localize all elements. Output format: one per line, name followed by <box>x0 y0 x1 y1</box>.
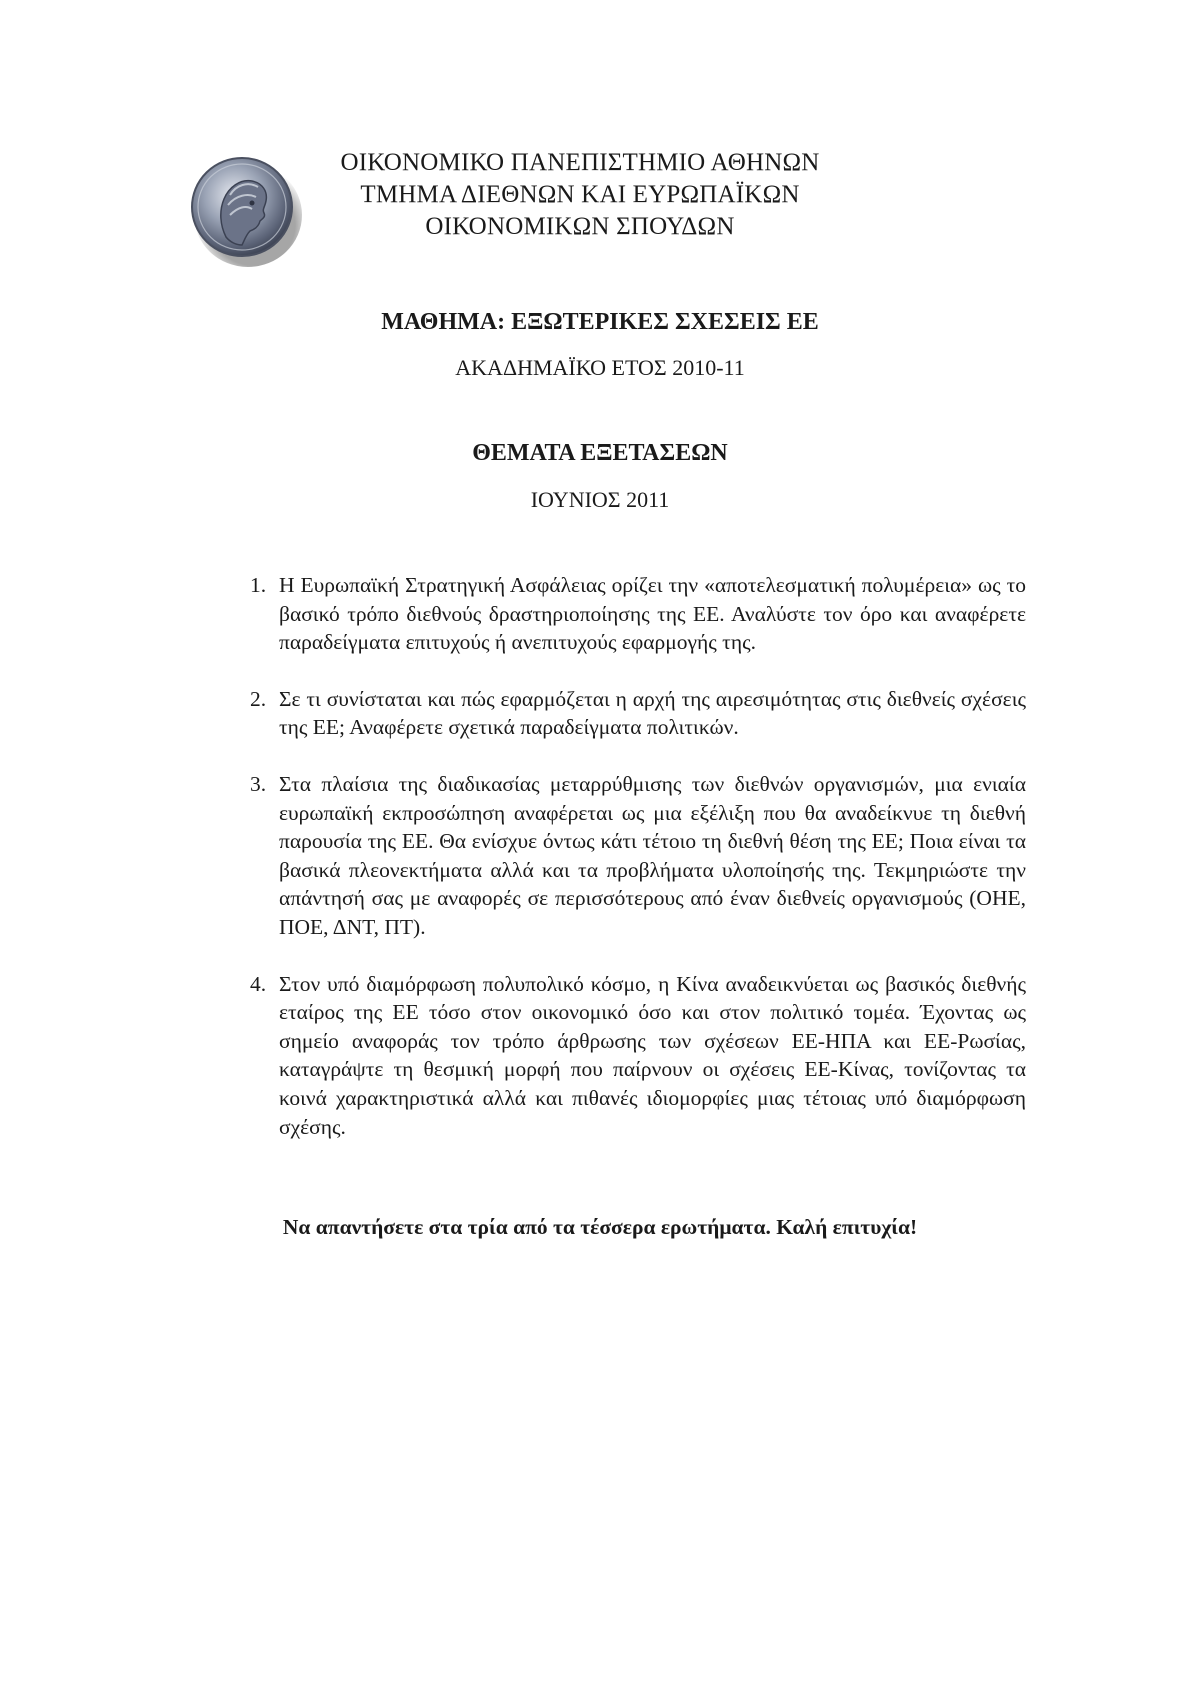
question-item <box>250 770 1026 942</box>
question-text: Η Ευρωπαϊκή Στρατηγική Ασφάλειας ορίζει την «αποτελεσματική πολυμέρεια» ως το βασικό τρόπο διεθνούς δραστηριοποίησης της ΕΕ. Αναλύστε τον όρο και αναφέρετε παραδείγματα επιτυχούς ή ανεπιτυχούς εφαρμογής της. <box>279 573 1026 655</box>
question-text: Στον υπό διαμόρφωση πολυπολικό κόσμο, η Κίνα αναδεικνύεται ως βασικός διεθνής εταίρος της ΕΕ τόσο στον οικονομικό όσο και στον πολιτικό τομέα. Έχοντας ως σημείο αναφοράς τον τρόπο άρθρωσης των σχέσεων ΕΕ-ΗΠΑ και ΕΕ-Ρωσίας, καταγράψτε τη θεσμική μορφή που παίρνουν οι σχέσεις ΕΕ-Κίνας, τονίζοντας τα κοινά χαρακτηριστικά αλλά και πιθανές ιδιομορφίες μιας τέτοιας υπό διαμόρφωση σχέσης. <box>279 971 1026 1139</box>
question-text: Σε τι συνίσταται και πώς εφαρμόζεται η αρχή της αιρεσιμότητας στις διεθνείς σχέσεις της ΕΕ; Αναφέρετε σχετικά παραδείγματα πολιτικών. <box>279 686 1026 740</box>
academic-year: ΑΚΑΔΗΜΑΪΚΟ ΕΤΟΣ 2010-11 <box>455 355 745 380</box>
question-item <box>250 685 1026 742</box>
question-number: 4. <box>250 971 267 996</box>
question-number: 1. <box>250 573 267 597</box>
course-title: ΜΑΘΗΜΑ: ΕΞΩΤΕΡΙΚΕΣ ΣΧΕΣΕΙΣ ΕΕ <box>381 309 819 335</box>
exam-date: ΙΟΥΝΙΟΣ 2011 <box>530 487 670 512</box>
question-item <box>250 970 1026 1142</box>
closing-instruction: Να απαντήσετε στα τρία από τα τέσσερα ερωτήματα. Καλή επιτυχία! <box>282 1215 918 1239</box>
question-item <box>250 571 1026 657</box>
question-number: 2. <box>250 686 267 711</box>
department-line-2: ΟΙΚΟΝΟΜΙΚΩΝ ΣΠΟΥΔΩΝ <box>425 213 735 240</box>
university-name: ΟΙΚΟΝΟΜΙΚΟ ΠΑΝΕΠΙΣΤΗΜΙΟ ΑΘΗΝΩΝ <box>340 149 820 176</box>
question-number: 3. <box>250 771 267 796</box>
exam-title: ΘΕΜΑΤΑ ΕΞΕΤΑΣΕΩΝ <box>472 440 728 466</box>
coin-head-icon <box>186 151 302 267</box>
question-list <box>250 571 1026 1169</box>
university-header <box>300 147 860 243</box>
question-text: Στα πλαίσια της διαδικασίας μεταρρύθμισης των διεθνών οργανισμών, μια ενιαία ευρωπαϊκή εκπροσώπηση αναφέρεται ως μια εξέλιξη που θα αναδείκνυε τη διεθνή παρουσία της ΕΕ. Θα ενίσχυε όντως κάτι τέτοιο τη διεθνή θέση της ΕΕ; Ποια είναι τα βασικά πλεονεκτήματα αλλά και τα προβλήματα υλοποίησής της. Τεκμηριώστε την απάντησή σας με αναφορές σε περισσότερους από έναν διεθνείς οργανισμούς (ΟΗΕ, ΠΟΕ, ΔΝΤ, ΠΤ). <box>279 771 1026 939</box>
department-line-1: ΤΜΗΜΑ ΔΙΕΘΝΩΝ ΚΑΙ ΕΥΡΩΠΑΪΚΩΝ <box>360 181 800 208</box>
